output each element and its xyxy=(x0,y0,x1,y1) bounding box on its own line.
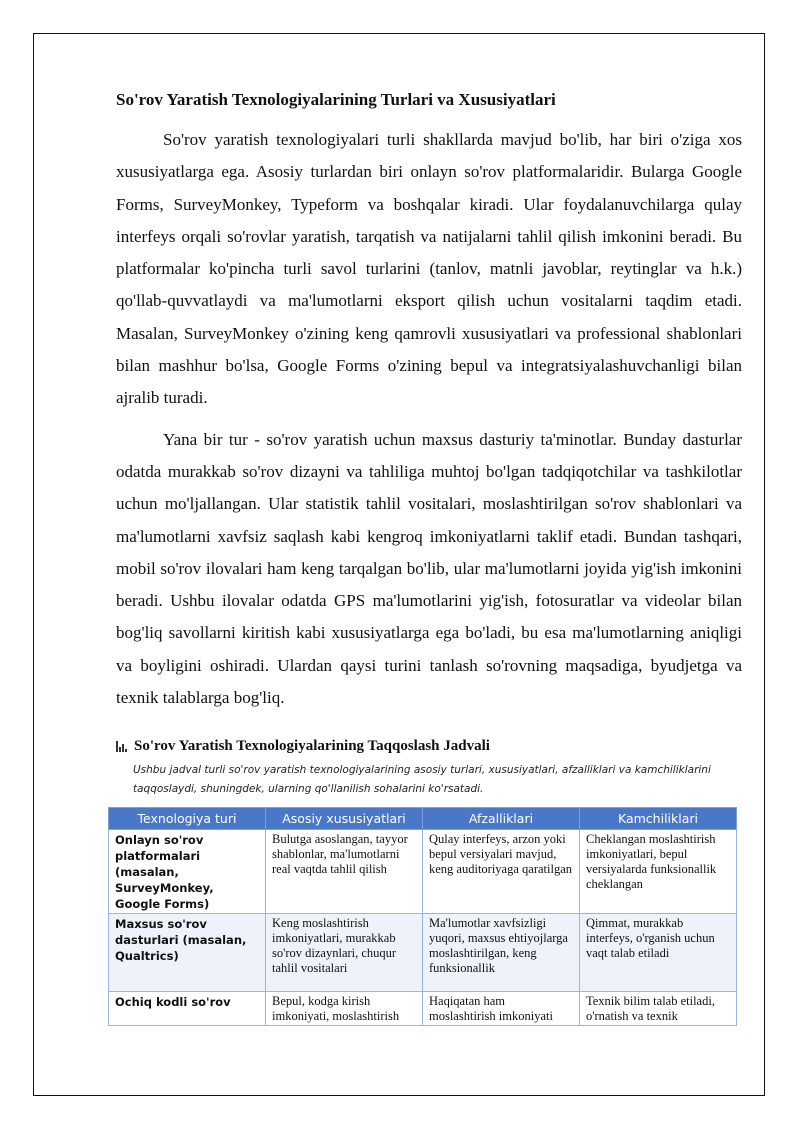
table-description: Ushbu jadval turli so'rov yaratish texnologiyalarining asosiy turlari, xususiyatlari, afzalliklari va kamchiliklarini taqqoslaydi, shuningdek, ularning qo'llanilish sohalarini ko'rsatadi. xyxy=(133,764,711,796)
table-cell: Maxsus so'rov dasturlari (masalan, Qualtrics) xyxy=(109,914,266,992)
table-cell: Texnik bilim talab etiladi, o'rnatish va texnik xyxy=(580,992,737,1026)
table-cell: Qulay interfeys, arzon yoki bepul versiyalari mavjud, keng auditoriyaga qaratilgan xyxy=(423,830,580,914)
table-cell: Keng moslashtirish imkoniyatlari, murakkab so'rov dizaynlari, chuqur tahlil vositalari xyxy=(266,914,423,992)
table-cell: Cheklangan moslashtirish imkoniyatlari, bepul versiyalarda funksionallik cheklangan xyxy=(580,830,737,914)
paragraph-1: So'rov yaratish texnologiyalari turli shakllarda mavjud bo'lib, har biri o'ziga xos xususiyatlarga ega. Asosiy turlardan biri onlayn so'rov platformalaridir. Bularga Google Forms, SurveyMonkey, Typeform va boshqalar kiradi. Ular foydalanuvchilarga qulay interfeys orqali so'rovlar yaratish, tarqatish va natijalarni tahlil qilish imkonini beradi. Bu platformalar ko'pincha turli savol turlarini (tanlov, matnli javoblar, reytinglar va h.k.) qo'llab-quvvatlaydi va ma'lumotlarni eksport qilish uchun vositalarni taqdim etadi. Masalan, SurveyMonkey o'zining keng qamrovli xususiyatlari va professional shablonlari bilan mashhur bo'lsa, Google Forms o'zining bepul va integratsiyalashuvchanligi bilan ajralib turadi. xyxy=(116,130,742,408)
table-header-row xyxy=(109,808,737,830)
section-heading: So'rov Yaratish Texnologiyalarining Turlari va Xususiyatlari xyxy=(116,90,556,109)
table-row xyxy=(109,992,737,1026)
table-cell: Bulutga asoslangan, tayyor shablonlar, ma'lumotlarni real vaqtda tahlil qilish xyxy=(266,830,423,914)
table-cell: Haqiqatan ham moslashtirish imkoniyati xyxy=(423,992,580,1026)
table-title xyxy=(116,738,742,755)
table-title-text: So'rov Yaratish Texnologiyalarining Taqqoslash Jadvali xyxy=(134,738,490,755)
table-row xyxy=(109,830,737,914)
paragraph-2: Yana bir tur - so'rov yaratish uchun maxsus dasturiy ta'minotlar. Bunday dasturlar odatda murakkab so'rov dizayni va tahliliga muhtoj bo'lgan tadqiqotchilar va tashkilotlar uchun mo'ljallangan. Ular statistik tahlil vositalari, moslashtirilgan so'rov shablonlari va ma'lumotlarni xavfsiz saqlash kabi kengroq imkoniyatlarni taklif etadi. Bundan tashqari, mobil so'rov ilovalari ham keng tarqalgan bo'lib, ular ma'lumotlarni joyida yig'ish imkonini beradi. Ushbu ilovalar odatda GPS ma'lumotlarini yig'ish, fotosuratlar va videolar bilan bog'liq savollarni kiritish kabi xususiyatlarga ega bo'ladi, bu esa ma'lumotlarning aniqligi va boyligini oshiradi. Ulardan qaysi turini tanlash so'rovning maqsadiga, byudjetga va texnik talablarga bog'liq. xyxy=(116,429,742,708)
table-cell: Ochiq kodli so'rov xyxy=(109,992,266,1026)
column-header: Kamchiliklari xyxy=(580,808,737,830)
table-cell: Onlayn so'rov platformalari (masalan, SurveyMonkey, Google Forms) xyxy=(109,830,266,914)
column-header: Texnologiya turi xyxy=(109,808,266,830)
table-cell: Bepul, kodga kirish imkoniyati, moslashtirish xyxy=(266,992,423,1026)
table-cell: Qimmat, murakkab interfeys, o'rganish uchun vaqt talab etiladi xyxy=(580,914,737,992)
column-header: Afzalliklari xyxy=(423,808,580,830)
document-body xyxy=(116,88,742,1026)
bar-chart-icon xyxy=(116,741,127,752)
column-header: Asosiy xususiyatlari xyxy=(266,808,423,830)
comparison-table xyxy=(108,807,737,1026)
table-cell: Ma'lumotlar xavfsizligi yuqori, maxsus ehtiyojlarga moslashtirilgan, keng funksionallik xyxy=(423,914,580,992)
table-row xyxy=(109,914,737,992)
